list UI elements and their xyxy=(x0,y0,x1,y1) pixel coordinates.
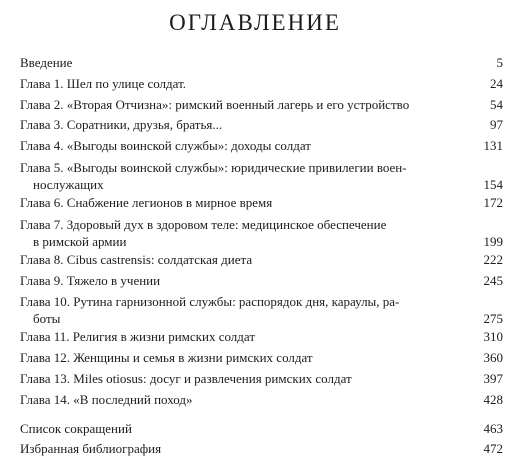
toc-entry[interactable] xyxy=(20,291,503,327)
toc-page-number: 54 xyxy=(490,96,503,112)
toc-entry[interactable] xyxy=(20,193,503,214)
toc-page-number: 97 xyxy=(490,117,503,133)
toc-entry-title: Глава 4. «Выгоды воинской службы»: доходы солдат xyxy=(20,138,311,154)
toc-entry[interactable] xyxy=(20,271,503,292)
toc-entry[interactable] xyxy=(20,419,503,440)
toc-entry[interactable] xyxy=(20,214,503,250)
toc-page-number: 463 xyxy=(483,420,503,436)
toc-entry-title: Глава 14. «В последний поход» xyxy=(20,391,193,407)
toc-entry[interactable] xyxy=(20,250,503,271)
toc-entry-title: Глава 9. Тяжело в учении xyxy=(20,272,161,288)
toc-entry-title: Избранная библиография xyxy=(20,441,162,457)
toc-page-number: 172 xyxy=(483,194,503,210)
toc-page-number: 222 xyxy=(483,251,503,267)
page-title: ОГЛАВЛЕНИЕ xyxy=(169,10,341,35)
toc-entry-title: Список сокращений xyxy=(20,420,132,436)
toc-entry[interactable] xyxy=(20,369,503,390)
toc-page-number: 275 xyxy=(483,311,503,327)
appendix-list xyxy=(20,419,503,461)
toc-entry[interactable] xyxy=(20,115,503,136)
toc-page-number: 131 xyxy=(483,138,503,154)
toc-page-number: 245 xyxy=(483,272,503,288)
toc-entry-title: Глава 10. Рутина гарнизонной службы: распорядок дня, караулы, ра- xyxy=(20,294,400,310)
toc-entry-title: Глава 1. Шел по улице солдат. xyxy=(20,75,187,91)
toc-page-number: 199 xyxy=(483,233,503,249)
toc-entry-title: нослужащих xyxy=(33,176,104,192)
toc-entry-title: Глава 11. Религия в жизни римских солдат xyxy=(20,329,256,345)
toc-entry-title: Глава 12. Женщины и семья в жизни римских солдат xyxy=(20,350,313,366)
toc-entry-title: боты xyxy=(33,311,61,327)
toc-entry[interactable] xyxy=(20,53,503,74)
toc-entry-title: Глава 13. Miles otiosus: досуг и развлечения римских солдат xyxy=(20,370,352,386)
toc-entry[interactable] xyxy=(20,439,503,460)
toc-entry[interactable] xyxy=(20,74,503,95)
toc-page-number: 428 xyxy=(483,391,503,407)
toc-entry[interactable] xyxy=(20,157,503,193)
toc-entry[interactable] xyxy=(20,348,503,369)
toc-entry-title: Глава 2. «Вторая Отчизна»: римский военный лагерь и его устройство xyxy=(20,96,410,112)
toc-entry[interactable] xyxy=(20,95,503,116)
table-of-contents xyxy=(20,53,503,460)
toc-entry[interactable] xyxy=(20,390,503,411)
toc-page-number: 397 xyxy=(483,370,503,386)
toc-entry-title: Глава 7. Здоровый дух в здоровом теле: медицинское обеспечение xyxy=(20,216,387,232)
toc-entry-title: Глава 3. Соратники, друзья, братья... xyxy=(20,117,223,133)
toc-entry-title: Глава 6. Снабжение легионов в мирное время xyxy=(20,194,273,210)
toc-page-number: 360 xyxy=(483,350,503,366)
chapter-list xyxy=(20,53,503,411)
toc-page-number: 472 xyxy=(483,441,503,457)
section-gap xyxy=(20,411,503,419)
toc-page-number: 24 xyxy=(490,75,503,91)
toc-page-number: 310 xyxy=(483,329,503,345)
toc-page-number: 154 xyxy=(483,176,503,192)
toc-entry-title: Введение xyxy=(20,55,73,70)
toc-entry[interactable] xyxy=(20,136,503,157)
toc-entry-title: в римской армии xyxy=(33,233,127,249)
toc-entry-title: Глава 8. Cibus castrensis: солдатская диета xyxy=(20,251,253,267)
toc-entry-title: Глава 5. «Выгоды воинской службы»: юридические привилегии воен- xyxy=(20,159,407,175)
toc-entry[interactable] xyxy=(20,327,503,348)
toc-page-number: 5 xyxy=(496,55,503,70)
